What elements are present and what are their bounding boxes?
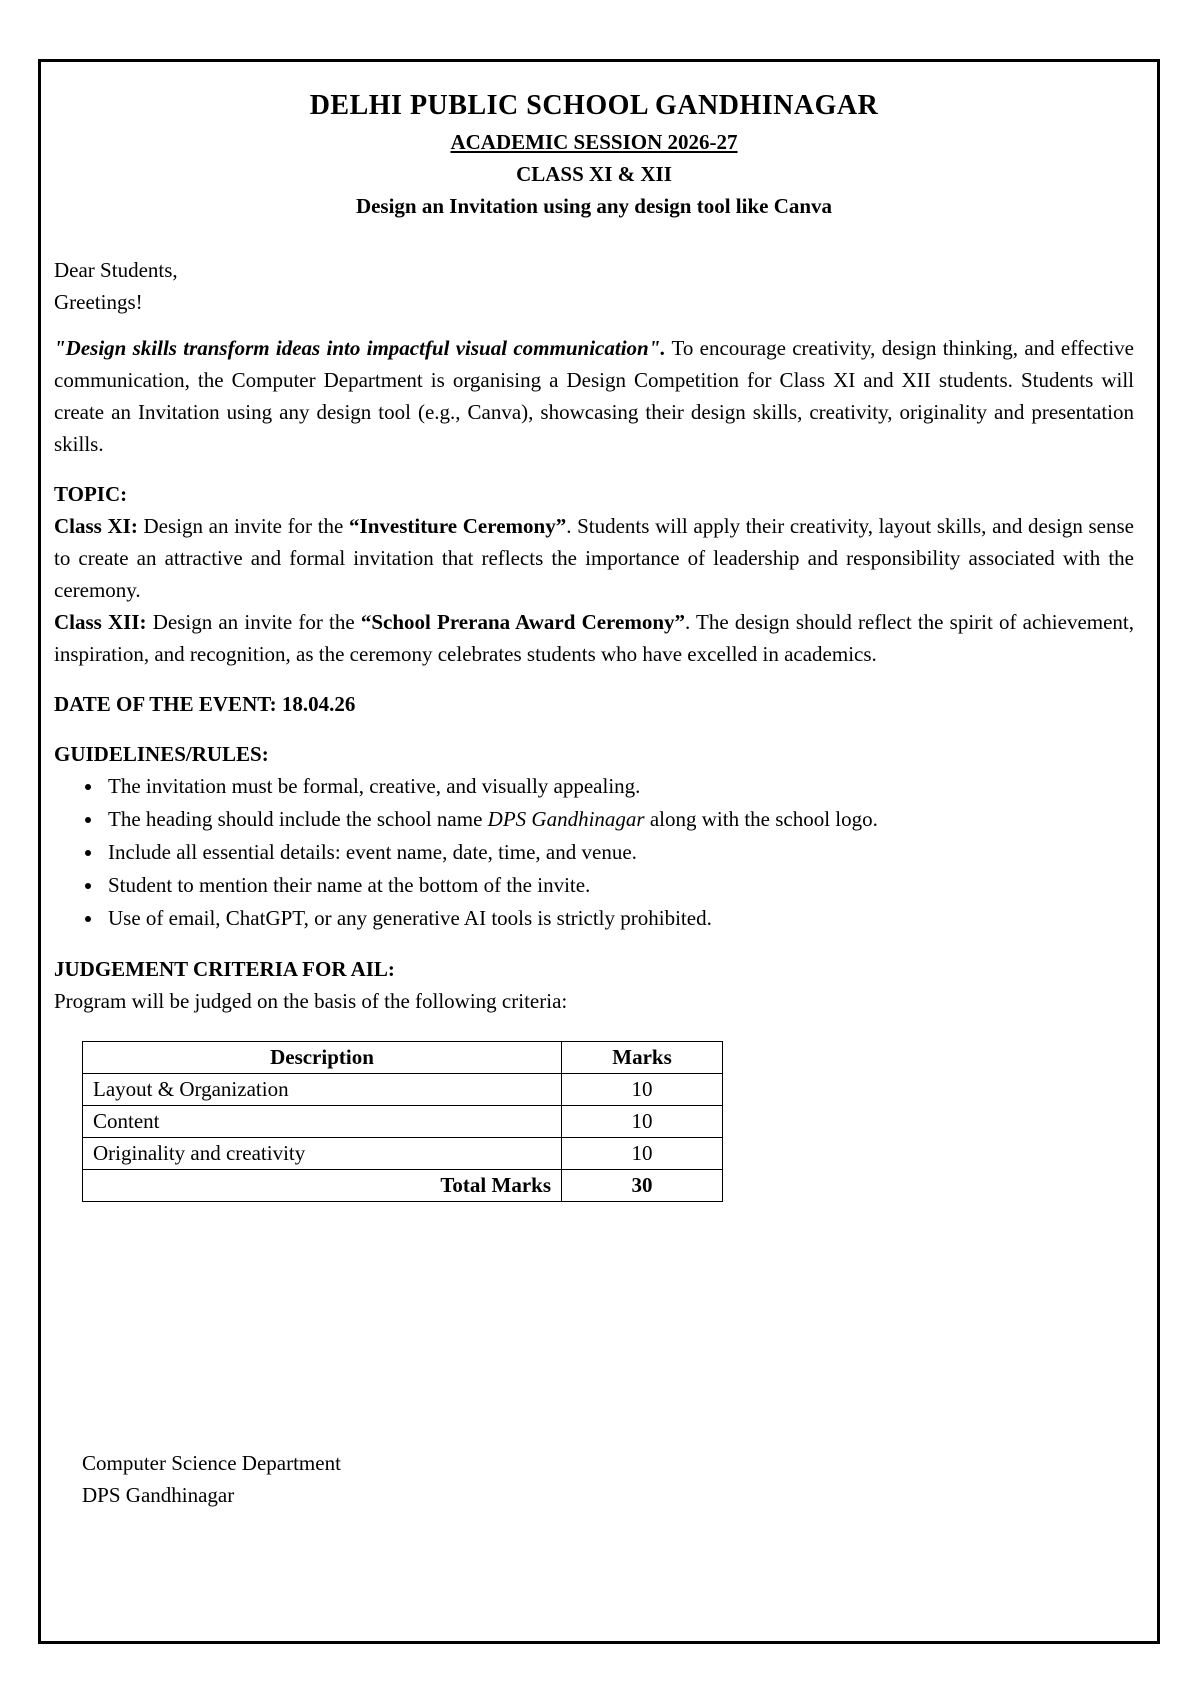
table-header-row	[83, 1042, 723, 1074]
table-row	[83, 1106, 723, 1138]
column-header-description: Description	[83, 1042, 562, 1074]
list-item: • Use of email, ChatGPT, or any generative AI tools is strictly prohibited.	[104, 902, 1134, 935]
topic-class-xii	[54, 606, 1134, 670]
total-label: Total Marks	[83, 1170, 562, 1202]
guidelines-list	[54, 770, 1134, 935]
list-item	[104, 803, 1134, 836]
total-value: 30	[562, 1170, 723, 1202]
list-item: • Student to mention their name at the bottom of the invite.	[104, 869, 1134, 902]
signoff-department: Computer Science Department	[82, 1451, 341, 1475]
class-xii-post: . The design should reflect the spirit of achievement, inspiration, and recognition, as the ceremony celebrates students who have excelled in academics.	[54, 610, 1135, 666]
school-name: DELHI PUBLIC SCHOOL GANDHINAGAR	[309, 90, 879, 121]
document-subtitle: Design an Invitation using any design tool like Canva	[355, 194, 833, 218]
topic-class-xi	[54, 510, 1134, 606]
criteria-heading: JUDGEMENT CRITERIA FOR AIL:	[54, 957, 395, 981]
class-xii-pre: Design an invite for the	[146, 610, 361, 634]
list-item: • The invitation must be formal, creative, and visually appealing.	[104, 770, 1134, 803]
intro-quote: "Design skills transform ideas into impactful visual communication".	[54, 336, 666, 360]
row-description: Content	[83, 1106, 562, 1138]
topic-heading: TOPIC:	[54, 482, 128, 506]
row-marks: 10	[562, 1106, 723, 1138]
greeting-line: Greetings!	[54, 290, 143, 314]
class-xi-post: . Students will apply their creativity, layout skills, and design sense to create an attractive and formal invitation that reflects the importance of leadership and responsibility associated with the ceremony.	[54, 514, 1134, 602]
criteria-table	[82, 1041, 723, 1202]
rule2-school-name: DPS Gandhinagar	[487, 807, 645, 831]
event-date: DATE OF THE EVENT: 18.04.26	[54, 692, 356, 716]
document-body	[54, 86, 1134, 1202]
row-marks: 10	[562, 1138, 723, 1170]
class-xi-label: Class XI:	[54, 514, 138, 538]
intro-body: To encourage creativity, design thinking, and effective communication, the Computer Department is organising a Design Competition for Class XI and XII students. Students will create an Invitation using any design tool (e.g., Canva), showcasing their design skills, creativity, originality and presentation skills.	[54, 336, 1134, 456]
column-header-marks: Marks	[562, 1042, 723, 1074]
row-description: Layout & Organization	[83, 1074, 562, 1106]
list-item: • Include all essential details: event name, date, time, and venue.	[104, 836, 1134, 869]
table-row	[83, 1138, 723, 1170]
rule2-post: along with the school logo.	[644, 807, 878, 831]
salutation: Dear Students,	[54, 258, 178, 282]
guidelines-heading: GUIDELINES/RULES:	[54, 742, 269, 766]
rule2-pre: The heading should include the school name	[108, 807, 488, 831]
row-description: Originality and creativity	[83, 1138, 562, 1170]
total-row	[83, 1170, 723, 1202]
table-row	[83, 1074, 723, 1106]
criteria-intro: Program will be judged on the basis of the following criteria:	[54, 989, 568, 1013]
class-xi-event: “Investiture Ceremony”	[349, 514, 567, 538]
row-marks: 10	[562, 1074, 723, 1106]
class-heading: CLASS XI & XII	[516, 162, 672, 186]
academic-session: ACADEMIC SESSION 2026-27	[450, 130, 738, 154]
class-xi-pre: Design an invite for the	[137, 514, 350, 538]
class-xii-event: “School Prerana Award Ceremony”	[360, 610, 685, 634]
signoff-school: DPS Gandhinagar	[82, 1483, 235, 1507]
intro-paragraph	[54, 332, 1134, 460]
signoff	[82, 1447, 341, 1511]
class-xii-label: Class XII:	[54, 610, 147, 634]
